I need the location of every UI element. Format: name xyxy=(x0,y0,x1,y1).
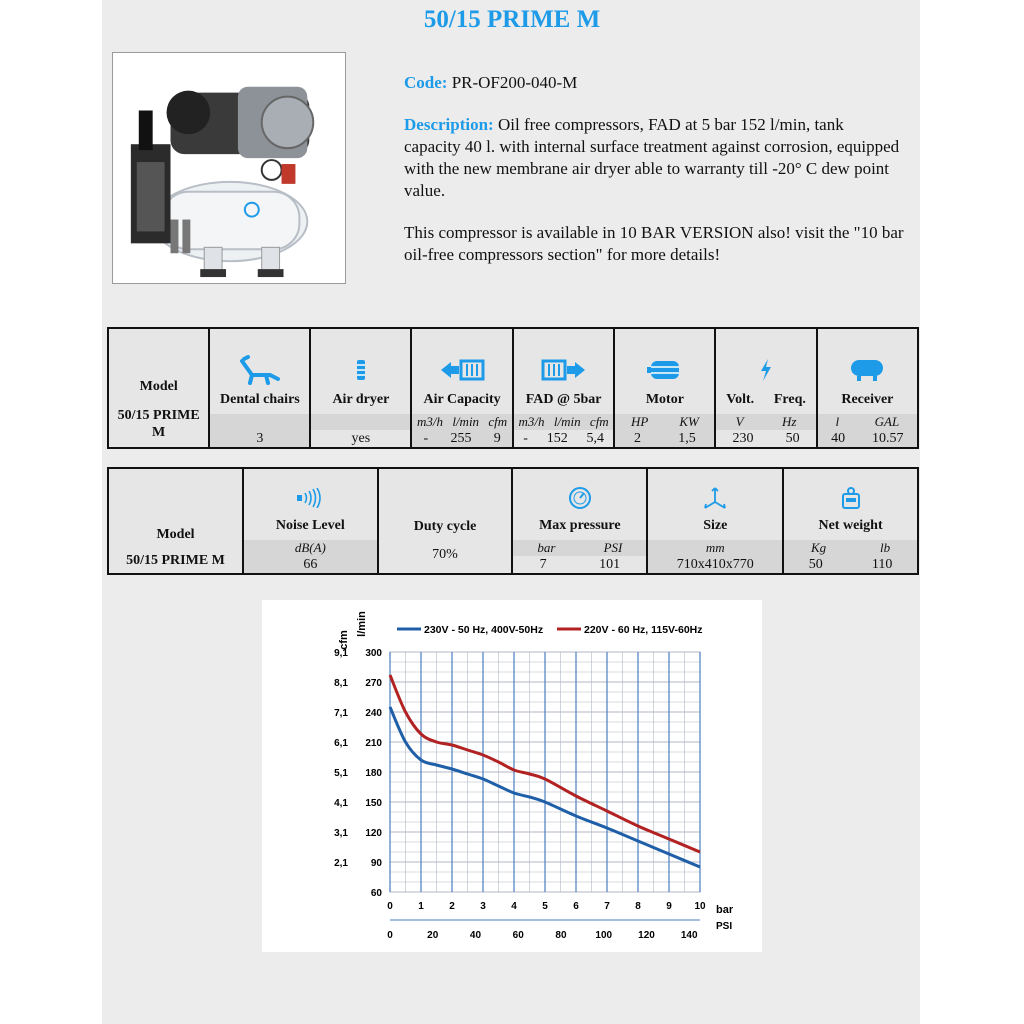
air-capacity-value-cfm: 9 xyxy=(493,431,501,446)
pressure-gauge-icon xyxy=(513,478,646,518)
fad-label: FAD @ 5bar xyxy=(525,392,602,407)
max-pressure-label: Max pressure xyxy=(539,518,621,533)
motor-value-kw: 1,5 xyxy=(678,431,696,446)
x-tick-psi: 20 xyxy=(427,930,439,941)
chart-grid xyxy=(390,652,700,892)
dental-chairs-units xyxy=(210,414,309,430)
motor-icon xyxy=(615,348,714,392)
air-capacity-value-m3h: - xyxy=(423,431,429,446)
sound-waves-icon xyxy=(244,478,377,518)
x-tick-bar: 2 xyxy=(449,901,455,912)
max-pressure-units xyxy=(513,540,646,556)
receiver-value-gal: 10.57 xyxy=(872,431,904,446)
x-tick-bar: 0 xyxy=(387,901,393,912)
y-tick-cfm: 4,1 xyxy=(334,798,348,809)
code-line xyxy=(404,72,904,94)
weight-value-lb: 110 xyxy=(871,557,893,572)
size-units xyxy=(648,540,782,556)
receiver-unit-gal: GAL xyxy=(874,414,900,429)
air-output-icon xyxy=(514,348,614,392)
air-dryer-label: Air dryer xyxy=(332,392,390,407)
description-label: Description: xyxy=(404,115,494,134)
page-title: 50/15 PRIME M xyxy=(423,6,601,33)
code-value: PR-OF200-040-M xyxy=(451,73,578,92)
y-tick-cfm: 2,1 xyxy=(334,858,348,869)
description-text: Oil free compressors, FAD at 5 bar 152 l/min, tank capacity 40 l. with internal surface treatment against corrosion, equipped with the new membrane air dryer able to warranty till -20° C dew point value. xyxy=(404,115,900,200)
air-dryer-values xyxy=(311,430,410,447)
performance-chart xyxy=(262,600,762,952)
noise-column xyxy=(243,468,378,574)
receiver-unit-l: l xyxy=(835,414,840,429)
motor-column xyxy=(614,328,715,448)
motor-value-hp: 2 xyxy=(634,431,642,446)
fad-value-cfm: 5,4 xyxy=(586,431,604,446)
model-column-2 xyxy=(108,468,243,574)
receiver-values xyxy=(818,430,917,447)
x-tick-psi: 60 xyxy=(512,930,524,941)
lightning-icon xyxy=(716,348,815,392)
x-tick-bar: 4 xyxy=(511,901,517,912)
air-capacity-unit-cfm: cfm xyxy=(488,414,508,429)
y-axis-lmin-ticks xyxy=(365,648,382,899)
x-tick-bar: 10 xyxy=(694,901,706,912)
x-tick-bar: 7 xyxy=(604,901,610,912)
chart-legend xyxy=(397,624,703,636)
x-tick-bar: 5 xyxy=(542,901,548,912)
tank-icon xyxy=(818,348,917,392)
dental-chairs-values xyxy=(210,430,309,447)
weight-label: Net weight xyxy=(818,518,883,533)
x-tick-bar: 8 xyxy=(635,901,641,912)
air-capacity-values xyxy=(412,430,512,447)
size-values xyxy=(648,556,782,573)
weight-column xyxy=(783,468,918,574)
receiver-units xyxy=(818,414,917,430)
weight-icon xyxy=(784,478,917,518)
duty-values xyxy=(379,545,512,573)
y-tick-cfm: 7,1 xyxy=(334,708,348,719)
air-capacity-column xyxy=(411,328,513,448)
size-value: 710x410x770 xyxy=(676,557,754,572)
dental-chairs-value: 3 xyxy=(256,431,264,446)
x-axis-label-psi: PSI xyxy=(716,921,733,932)
duty-label: Duty cycle xyxy=(413,519,477,534)
model-column xyxy=(108,328,209,448)
size-unit: mm xyxy=(705,540,725,555)
volt-label: Volt. xyxy=(726,392,755,407)
max-pressure-unit-bar: bar xyxy=(537,540,556,555)
noise-value: 66 xyxy=(303,557,318,572)
fad-values xyxy=(514,430,614,447)
freq-value: 50 xyxy=(785,431,800,446)
receiver-column xyxy=(817,328,918,448)
dental-chairs-column xyxy=(209,328,310,448)
weight-units xyxy=(784,540,917,556)
y-tick-cfm: 3,1 xyxy=(334,828,348,839)
x-tick-bar: 3 xyxy=(480,901,486,912)
code-label: Code: xyxy=(404,73,448,92)
volt-freq-header xyxy=(716,392,815,414)
x-tick-bar: 6 xyxy=(573,901,579,912)
size-column xyxy=(647,468,783,574)
y-axis-label-lmin: l/min xyxy=(356,611,368,637)
x-tick-bar: 1 xyxy=(418,901,424,912)
air-capacity-value-lmin: 255 xyxy=(450,431,472,446)
freq-unit: Hz xyxy=(782,414,797,429)
legend-label-1: 230V - 50 Hz, 400V-50Hz xyxy=(424,624,544,636)
receiver-value-l: 40 xyxy=(831,431,846,446)
y-axis-cfm-ticks xyxy=(334,648,348,869)
air-capacity-unit-m3h: m3/h xyxy=(417,414,443,429)
x-tick-psi: 40 xyxy=(469,930,482,941)
noise-units xyxy=(244,540,377,556)
max-pressure-unit-psi: PSI xyxy=(603,540,623,555)
x-tick-psi: 80 xyxy=(555,930,567,941)
max-pressure-value-bar: 7 xyxy=(539,557,547,572)
size-label: Size xyxy=(703,518,728,533)
x-tick-psi: 120 xyxy=(638,930,655,941)
dimensions-icon xyxy=(648,478,782,518)
dental-chairs-label: Dental chairs xyxy=(220,392,300,407)
volt-freq-values xyxy=(716,430,815,447)
max-pressure-value-psi: 101 xyxy=(599,557,621,572)
air-intake-icon xyxy=(412,348,512,392)
fad-column xyxy=(513,328,615,448)
air-capacity-label: Air Capacity xyxy=(423,392,501,407)
model-header: Model xyxy=(139,379,178,394)
y-tick-lmin: 60 xyxy=(370,888,382,899)
y-tick-lmin: 120 xyxy=(365,828,382,839)
x-tick-bar: 9 xyxy=(666,901,672,912)
x-axis-psi-ticks xyxy=(387,930,698,941)
spec-table-1 xyxy=(107,327,919,449)
volt-value: 230 xyxy=(732,431,754,446)
weight-values xyxy=(784,556,917,573)
noise-unit: dB(A) xyxy=(294,540,326,555)
duty-column xyxy=(378,468,513,574)
fad-unit-lmin: l/min xyxy=(553,414,581,429)
spec-table-2 xyxy=(107,467,919,575)
noise-values xyxy=(244,556,377,573)
motor-label: Motor xyxy=(645,392,684,407)
performance-chart-svg xyxy=(262,600,762,952)
motor-unit-kw: KW xyxy=(679,414,699,429)
y-tick-lmin: 90 xyxy=(370,858,382,869)
fad-unit-m3h: m3/h xyxy=(518,414,545,429)
model-value: 50/15 PRIME M xyxy=(117,408,200,440)
y-tick-cfm: 8,1 xyxy=(334,678,348,689)
y-tick-lmin: 180 xyxy=(365,768,382,779)
fad-units xyxy=(514,414,614,430)
x-tick-psi: 140 xyxy=(680,930,698,941)
x-axis-label-bar: bar xyxy=(716,904,734,916)
volt-freq-units xyxy=(716,414,815,430)
y-tick-lmin: 210 xyxy=(365,738,382,749)
air-dryer-units xyxy=(311,414,410,430)
fad-value-m3h: - xyxy=(523,431,528,446)
duty-value: 70% xyxy=(432,547,458,562)
dental-chair-icon xyxy=(210,348,309,392)
compressor-image xyxy=(113,53,345,283)
volt-freq-column xyxy=(715,328,816,448)
air-dryer-column xyxy=(310,328,411,448)
x-tick-psi: 0 xyxy=(387,930,393,941)
volt-unit: V xyxy=(735,414,744,429)
y-tick-lmin: 270 xyxy=(365,678,382,689)
freq-label: Freq. xyxy=(773,392,806,407)
air-capacity-unit-lmin: l/min xyxy=(452,414,480,429)
max-pressure-column xyxy=(512,468,647,574)
product-info xyxy=(404,72,904,286)
model-header-2: Model xyxy=(156,527,195,542)
y-axis-label-cfm: cfm xyxy=(338,630,350,650)
y-tick-lmin: 150 xyxy=(365,798,382,809)
description-line xyxy=(404,114,904,202)
availability-note: This compressor is available in 10 BAR VERSION also! visit the "10 bar oil-free compressors section" for more details! xyxy=(404,223,904,264)
motor-values xyxy=(615,430,714,447)
weight-unit-kg: Kg xyxy=(810,540,827,555)
weight-value-kg: 50 xyxy=(808,557,823,572)
receiver-label: Receiver xyxy=(841,392,894,407)
motor-units xyxy=(615,414,714,430)
x-axis-bar-ticks xyxy=(387,901,706,920)
noise-label: Noise Level xyxy=(275,518,345,533)
model-value-2: 50/15 PRIME M xyxy=(126,553,225,568)
fad-unit-cfm: cfm xyxy=(589,414,609,429)
y-tick-lmin: 240 xyxy=(365,708,382,719)
y-tick-cfm: 6,1 xyxy=(334,738,348,749)
y-tick-cfm: 5,1 xyxy=(334,768,348,779)
air-dryer-icon xyxy=(311,348,410,392)
y-tick-cfm: 9,1 xyxy=(334,648,348,659)
x-tick-psi: 100 xyxy=(595,930,613,941)
fad-value-lmin: 152 xyxy=(546,431,568,446)
air-capacity-units xyxy=(412,414,512,430)
motor-unit-hp: HP xyxy=(630,414,649,429)
y-tick-lmin: 300 xyxy=(365,648,382,659)
weight-unit-lb: lb xyxy=(879,540,891,555)
legend-label-2: 220V - 60 Hz, 115V-60Hz xyxy=(584,624,703,636)
max-pressure-values xyxy=(513,556,646,573)
air-dryer-value: yes xyxy=(351,431,371,446)
product-photo xyxy=(112,52,346,284)
